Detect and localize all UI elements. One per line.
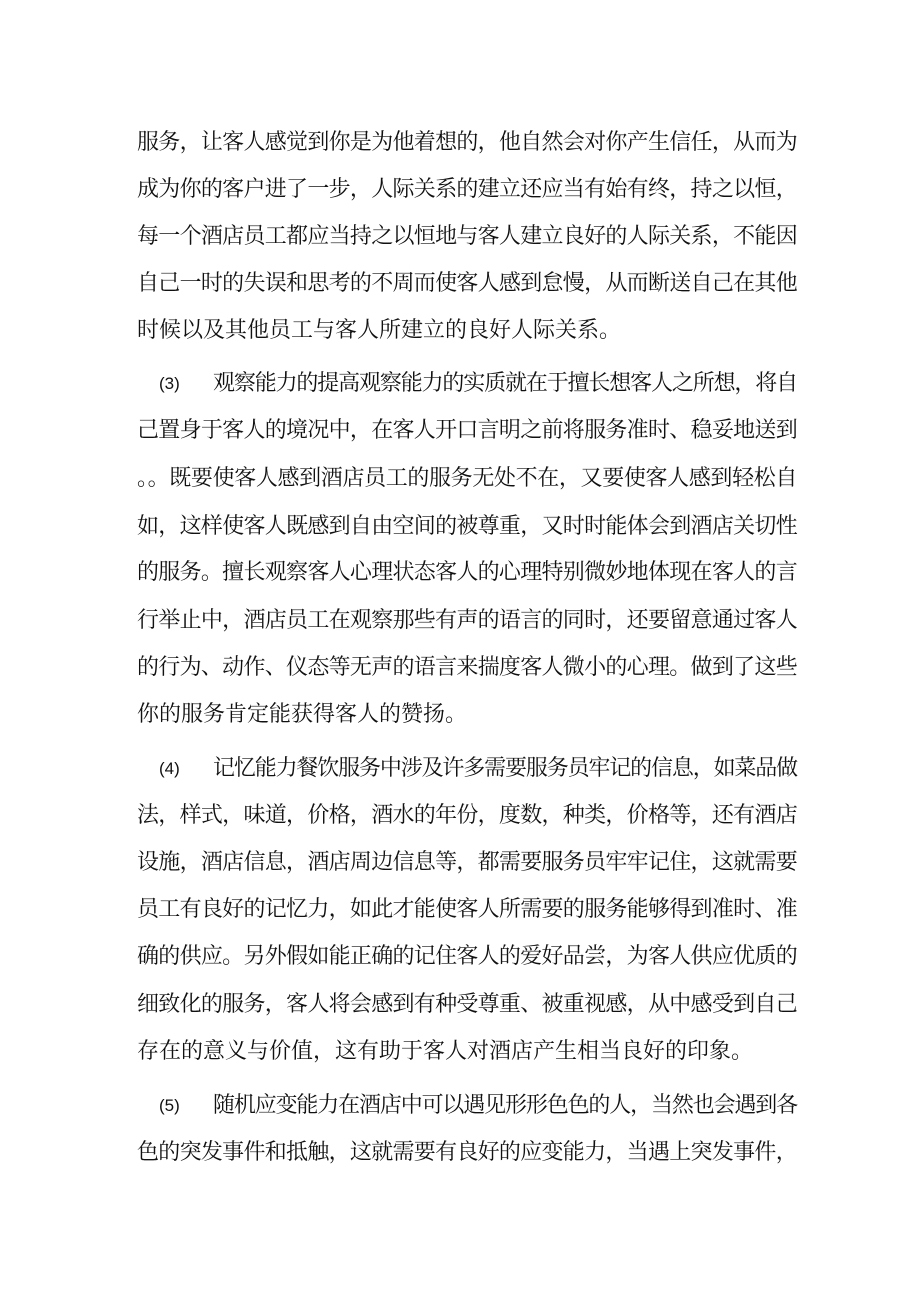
text-line: 记忆能力餐饮服务中涉及许多需要服务员牢记的信息，如菜品做 bbox=[213, 756, 798, 781]
text-line: 己置身于客人的境况中，在客人开口言明之前将服务准时、稳妥地送到 bbox=[137, 418, 798, 443]
paragraph-number: (3) bbox=[159, 374, 180, 393]
text-line: 存在的意义与价值，这有助于客人对酒店产生相当良好的印象。 bbox=[137, 1039, 754, 1064]
text-line: 员工有良好的记忆力，如此才能使客人所需要的服务能够得到准时、准 bbox=[137, 897, 798, 922]
text-line: 。。既要使客人感到酒店员工的服务无处不在，又要使客人感到轻松自 bbox=[137, 466, 798, 491]
text-line: 的行为、动作、仪态等无声的语言来揣度客人微小的心理。做到了这些 bbox=[137, 655, 798, 680]
text-line: 如，这样使客人既感到自由空间的被尊重，又时时能体会到酒店关切性 bbox=[137, 514, 798, 539]
text-line: 随机应变能力在酒店中可以遇见形形色色的人，当然也会遇到各 bbox=[213, 1093, 798, 1118]
text-line: 色的突发事件和抵触，这就需要有良好的应变能力，当遇上突发事件， bbox=[137, 1140, 798, 1165]
text-line: 细致化的服务，客人将会感到有种受尊重、被重视感，从中感受到自己 bbox=[137, 992, 798, 1017]
text-line: 的服务。擅长观察客人心理状态客人的心理特别微妙地体现在客人的言 bbox=[137, 560, 798, 585]
text-line: 每一个酒店员工都应当持之以恒地与客人建立良好的人际关系，不能因 bbox=[137, 224, 798, 249]
text-line: 观察能力的提高观察能力的实质就在于擅长想客人之所想，将自 bbox=[213, 371, 798, 396]
paragraph-number: (5) bbox=[159, 1096, 180, 1115]
paragraph-number: (4) bbox=[159, 759, 180, 778]
text-line: 确的供应。另外假如能正确的记住客人的爱好品尝，为客人供应优质的 bbox=[137, 944, 798, 969]
text-line: 你的服务肯定能获得客人的赞扬。 bbox=[137, 702, 468, 727]
text-line: 法，样式，味道，价格，酒水的年份，度数，种类，价格等，还有酒店 bbox=[137, 803, 798, 828]
text-line: 时候以及其他员工与客人所建立的良好人际关系。 bbox=[137, 318, 622, 343]
text-line: 设施，酒店信息，酒店周边信息等，都需要服务员牢牢记住，这就需要 bbox=[137, 850, 798, 875]
text-line: 服务，让客人感觉到你是为他着想的，他自然会对你产生信任，从而为 bbox=[137, 130, 798, 155]
text-line: 行举止中，酒店员工在观察那些有声的语言的同时，还要留意通过客人 bbox=[137, 608, 798, 633]
text-line: 自己一时的失误和思考的不周而使客人感到怠慢，从而断送自己在其他 bbox=[137, 271, 798, 296]
text-line: 成为你的客户进了一步，人际关系的建立还应当有始有终，持之以恒， bbox=[137, 177, 798, 202]
